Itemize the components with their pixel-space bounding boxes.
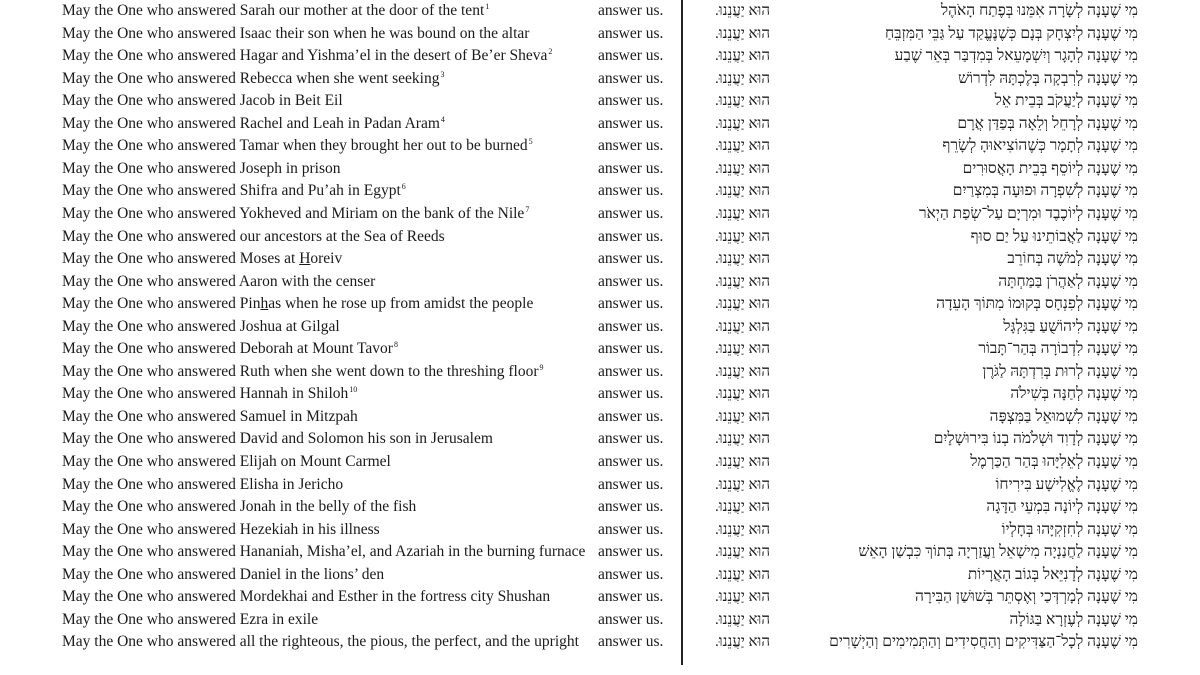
hebrew-verse: מִי שֶׁעָנָה לְרָחֵל וְלֵאָה בְּפַדַּן אֲרָם — [957, 114, 1138, 132]
english-verse-text: May the One who answered our ancestors at the Sea of Reeds — [62, 227, 445, 245]
hebrew-response: הוּא יַעֲנֵנוּ. — [715, 228, 770, 245]
english-response: answer us. — [598, 272, 664, 290]
prayer-line — [0, 226, 1200, 249]
prayer-line — [0, 631, 1200, 654]
english-verse-text: May the One who answered Hananiah, Misha’el, and Azariah in the burning furnace — [62, 543, 586, 561]
english-response: answer us. — [598, 159, 664, 177]
footnote-marker: 2 — [548, 47, 553, 57]
english-verse — [62, 519, 380, 542]
prayer-line — [0, 474, 1200, 497]
english-response: answer us. — [598, 565, 664, 583]
hebrew-response: הוּא יַעֲנֵנוּ. — [715, 205, 770, 222]
english-response: answer us. — [598, 317, 664, 335]
hebrew-verse: מִי שֶׁעָנָה לְמֹשֶׁה בְּחוֹרֵב — [1007, 250, 1138, 268]
prayer-line — [0, 113, 1200, 136]
english-verse-text: May the One who answered Jonah in the belly of the fish — [62, 498, 417, 516]
hebrew-verse: מִי שֶׁעָנָה לְהָגָר וְיִשְׁמָעֵאל בְּמִדְבַּר בְּאֵר שֶׁבַע — [894, 47, 1138, 65]
english-verse-text: May the One who answered Elisha in Jericho — [62, 475, 344, 493]
footnote-marker: 3 — [440, 69, 445, 79]
english-verse — [62, 361, 544, 384]
footnote-marker: 4 — [440, 114, 445, 124]
hebrew-verse: מִי שֶׁעָנָה לְרוּת בְּרִדְתָּהּ לַגֹּרֶן — [982, 362, 1138, 380]
prayer-line — [0, 293, 1200, 316]
english-response: answer us. — [598, 137, 664, 155]
english-verse-text: May the One who answered Sarah our mother at the door of the tent — [62, 2, 485, 19]
hebrew-verse: מִי שֶׁעָנָה לְדָוִד וּשְׁלֹמֹה בְנוֹ בִּירוּשָׁלָיִם — [933, 430, 1138, 448]
english-verse-text: May the One who answered Rachel and Leah in Padan Aram — [62, 114, 440, 132]
english-verse-text: May the One who answered Isaac their son when he was bound on the altar — [62, 24, 530, 42]
footnote-marker: 1 — [485, 2, 490, 11]
prayer-line — [0, 338, 1200, 361]
english-verse-text: May the One who answered Shifra and Pu’ah in Egypt — [62, 182, 401, 200]
english-verse — [62, 293, 533, 316]
english-verse — [62, 45, 552, 68]
prayer-line — [0, 248, 1200, 271]
english-verse — [62, 338, 398, 361]
english-verse-text: May the One who answered Jacob in Beit Eil — [62, 92, 343, 110]
english-response: answer us. — [598, 520, 664, 538]
hebrew-verse: מִי שֶׁעָנָה לְיַעֲקֹב בְּבֵית אֵל — [994, 92, 1138, 110]
hebrew-response: הוּא יַעֲנֵנוּ. — [715, 48, 770, 65]
hebrew-verse: מִי שֶׁעָנָה לְשִׁפְרָה וּפוּעָה בְּמִצְרַיִם — [952, 182, 1138, 200]
english-response: answer us. — [598, 182, 664, 200]
prayer-line — [0, 68, 1200, 91]
hebrew-response: הוּא יַעֲנֵנוּ. — [715, 521, 770, 538]
english-verse — [62, 90, 343, 113]
hebrew-verse: מִי שֶׁעָנָה לַאֲבוֹתֵינוּ עַל יַם סוּף — [970, 227, 1138, 245]
prayer-line — [0, 586, 1200, 609]
hebrew-response: הוּא יַעֲנֵנוּ. — [715, 454, 770, 470]
english-response: answer us. — [598, 227, 664, 245]
hebrew-verse: מִי שֶׁעָנָה לְיִצְחָק בְּנָם כְּשֶׁנֶּעֱקַד עַל גַּבֵּי הַמִּזְבֵּחַ — [884, 24, 1138, 42]
hebrew-response: הוּא יַעֲנֵנוּ. — [715, 296, 770, 313]
prayer-line — [0, 316, 1200, 339]
hebrew-response: הוּא יַעֲנֵנוּ. — [715, 589, 770, 606]
hebrew-verse: מִי שֶׁעָנָה לְדָנִיֵּאל בְּגוֹב הָאֲרָיוֹת — [967, 565, 1138, 583]
english-verse — [62, 226, 445, 249]
english-verse — [62, 158, 341, 181]
english-response: answer us. — [598, 498, 664, 516]
english-verse-text: May the One who answered Yokheved and Miriam on the bank of the Nile — [62, 204, 525, 222]
prayer-line — [0, 383, 1200, 406]
english-verse — [62, 406, 358, 429]
hebrew-verse: מִי שֶׁעָנָה לִיהוֹשֻׁעַ בַּגִּלְגָּל — [1003, 317, 1138, 335]
hebrew-response: הוּא יַעֲנֵנוּ. — [715, 70, 770, 87]
english-response: answer us. — [598, 250, 664, 268]
hebrew-verse: מִי שֶׁעָנָה לַחֲנַנְיָה מִישָׁאֵל וַעֲזַרְיָה בְּתוֹךְ כִּבְשַׁן הָאֵשׁ — [858, 543, 1138, 561]
prayer-line — [0, 203, 1200, 226]
english-response: answer us. — [598, 430, 664, 448]
footnote-marker: 7 — [525, 204, 530, 214]
english-verse-text: oreiv — [310, 250, 343, 268]
hebrew-verse: מִי שֶׁעָנָה לְעֶזְרָא בַּגּוֹלָה — [1009, 610, 1138, 628]
english-verse — [62, 135, 533, 158]
prayer-line — [0, 564, 1200, 587]
english-verse — [62, 564, 384, 587]
hebrew-verse: מִי שֶׁעָנָה לְיוֹסֵף בְּבֵית הָאֲסוּרִים — [962, 159, 1138, 177]
english-verse — [62, 496, 416, 519]
english-verse-text: May the One who answered Joseph in prison — [62, 159, 341, 177]
english-response: answer us. — [598, 69, 664, 87]
english-verse-text: May the One who answered David and Solomon his son in Jerusalem — [62, 430, 493, 448]
english-verse — [62, 180, 406, 203]
english-verse-text: May the One who answered Hezekiah in his illness — [62, 520, 380, 538]
english-response: answer us. — [598, 407, 664, 425]
hebrew-response: הוּא יַעֲנֵנוּ. — [715, 431, 770, 448]
english-verse — [62, 316, 340, 339]
english-response: answer us. — [598, 453, 664, 470]
english-verse-text: May the One who answered all the righteous, the pious, the perfect, and the upright — [62, 633, 579, 651]
english-verse — [62, 428, 493, 451]
underlined-letter: h — [260, 295, 269, 313]
footnote-marker: 6 — [401, 182, 406, 192]
english-verse-text: May the One who answered Samuel in Mitzpah — [62, 407, 358, 425]
prayer-line — [0, 0, 1200, 23]
hebrew-response: הוּא יַעֲנֵנוּ. — [715, 499, 770, 516]
hebrew-response: הוּא יַעֲנֵנוּ. — [715, 566, 770, 583]
english-response: answer us. — [598, 588, 664, 606]
english-verse-text: May the One who answered Moses at — [62, 250, 300, 268]
english-verse-text: May the One who answered Aaron with the censer — [62, 272, 376, 290]
prayer-line — [0, 406, 1200, 429]
prayer-line — [0, 519, 1200, 542]
hebrew-verse: מִי שֶׁעָנָה לְחַנָּה בְּשִׁילֹה — [1010, 385, 1138, 403]
english-response: answer us. — [598, 475, 664, 493]
english-verse-text: May the One who answered Mordekhai and Esther in the fortress city Shushan — [62, 588, 551, 606]
english-response: answer us. — [598, 362, 664, 380]
prayer-line — [0, 361, 1200, 384]
english-verse — [62, 248, 342, 271]
hebrew-verse: מִי שֶׁעָנָה לִשְׁמוּאֵל בַּמִּצְפָּה — [989, 407, 1138, 425]
english-response: answer us. — [598, 610, 664, 628]
hebrew-verse: מִי שֶׁעָנָה לְאֵלִיָּהוּ בְּהַר הַכַּרְמֶל — [970, 453, 1138, 470]
footnote-marker: 8 — [393, 340, 398, 350]
prayer-line — [0, 135, 1200, 158]
english-response: answer us. — [598, 385, 664, 403]
hebrew-response: הוּא יַעֲנֵנוּ. — [715, 160, 770, 177]
hebrew-response: הוּא יַעֲנֵנוּ. — [715, 183, 770, 200]
english-response: answer us. — [598, 47, 664, 65]
english-verse-text: May the One who answered Deborah at Mount Tavor — [62, 340, 393, 358]
prayer-line — [0, 45, 1200, 68]
hebrew-verse: מִי שֶׁעָנָה לִדְבוֹרָה בְּהַר־תָּבוֹר — [978, 340, 1138, 358]
hebrew-verse: מִי שֶׁעָנָה לְמָרְדְּכַי וְאֶסְתֵּר בְּשׁוּשַׁן הַבִּירָה — [915, 588, 1138, 606]
english-response: answer us. — [598, 24, 664, 42]
hebrew-response: הוּא יַעֲנֵנוּ. — [715, 386, 770, 403]
hebrew-response: הוּא יַעֲנֵנוּ. — [715, 25, 770, 42]
prayer-line — [0, 541, 1200, 564]
english-response: answer us. — [598, 2, 664, 19]
prayer-line — [0, 180, 1200, 203]
english-verse-text: May the One who answered Tamar when they brought her out to be burned — [62, 137, 528, 155]
hebrew-verse: מִי שֶׁעָנָה לְפִנְחָס בְּקוּמוֹ מִתּוֹךְ הָעֵדָה — [936, 295, 1138, 313]
prayer-line — [0, 428, 1200, 451]
hebrew-verse: מִי שֶׁעָנָה לְשָׂרָה אִמֵּנוּ בְּפֶתַח הָאֹהֶל — [940, 2, 1138, 19]
hebrew-response: הוּא יַעֲנֵנוּ. — [715, 318, 770, 335]
hebrew-response: הוּא יַעֲנֵנוּ. — [715, 93, 770, 110]
english-verse — [62, 0, 489, 23]
hebrew-response: הוּא יַעֲנֵנוּ. — [715, 544, 770, 561]
english-response: answer us. — [598, 340, 664, 358]
english-response: answer us. — [598, 114, 664, 132]
english-verse — [62, 271, 375, 294]
english-verse — [62, 23, 529, 46]
english-response: answer us. — [598, 92, 664, 110]
english-verse-text: May the One who answered Daniel in the lions’ den — [62, 565, 385, 583]
hebrew-response: הוּא יַעֲנֵנוּ. — [715, 341, 770, 358]
hebrew-response: הוּא יַעֲנֵנוּ. — [715, 273, 770, 290]
prayer-line — [0, 496, 1200, 519]
english-response: answer us. — [598, 633, 664, 651]
english-verse-text: May the One who answered Elijah on Mount Carmel — [62, 453, 391, 470]
hebrew-verse: מִי שֶׁעָנָה לְיוֹכֶבֶד וּמִרְיָם עַל־שְׂפַת הַיְאֹר — [918, 204, 1138, 222]
english-verse — [62, 541, 585, 564]
prayer-line — [0, 271, 1200, 294]
hebrew-response: הוּא יַעֲנֵנוּ. — [715, 251, 770, 268]
english-verse — [62, 631, 579, 654]
hebrew-verse: מִי שֶׁעָנָה לְחִזְקִיָּהוּ בְּחָלְיוֹ — [1001, 520, 1138, 538]
hebrew-verse: מִי שֶׁעָנָה לְיוֹנָה בִּמְעֵי הַדָּגָה — [986, 498, 1138, 516]
english-verse-text: May the One who answered Hagar and Yishma’el in the desert of Be’er Sheva — [62, 47, 548, 65]
prayer-line — [0, 609, 1200, 632]
hebrew-response: הוּא יַעֲנֵנוּ. — [715, 138, 770, 155]
english-verse-text: May the One who answered Ezra in exile — [62, 610, 319, 628]
hebrew-verse: מִי שֶׁעָנָה לְכָל־הַצַּדִּיקִים וְהַחֲסִידִים וְהַתְּמִימִים וְהַיְשָׁרִים — [829, 633, 1138, 651]
english-verse — [62, 203, 529, 226]
english-verse-text: May the One who answered Joshua at Gilgal — [62, 317, 340, 335]
prayer-line — [0, 23, 1200, 46]
english-verse — [62, 451, 391, 474]
english-response: answer us. — [598, 543, 664, 561]
english-verse-text: May the One who answered Hannah in Shiloh — [62, 385, 349, 403]
english-verse — [62, 383, 357, 406]
footnote-marker: 10 — [349, 385, 358, 395]
hebrew-verse: מִי שֶׁעָנָה לְתָמָר כְּשֶׁהוֹצִיאוּהָ לְשָׂרֵף — [942, 137, 1138, 155]
english-verse — [62, 609, 318, 632]
english-verse-text: May the One who answered Pin — [62, 295, 261, 313]
hebrew-response: הוּא יַעֲנֵנוּ. — [715, 634, 770, 651]
english-verse — [62, 113, 445, 136]
hebrew-response: הוּא יַעֲנֵנוּ. — [715, 476, 770, 493]
english-verse-text: as when he rose up from amidst the people — [268, 295, 534, 313]
hebrew-verse: מִי שֶׁעָנָה לְאַהֲרֹן בַּמַּחְתָּה — [998, 272, 1138, 290]
hebrew-response: הוּא יַעֲנֵנוּ. — [715, 115, 770, 132]
footnote-marker: 5 — [528, 137, 533, 147]
prayer-line — [0, 158, 1200, 181]
hebrew-response: הוּא יַעֲנֵנוּ. — [715, 611, 770, 628]
prayer-line — [0, 451, 1200, 474]
english-response: answer us. — [598, 204, 664, 222]
hebrew-verse: מִי שֶׁעָנָה לֶאֱלִישָׁע בִּירִיחוֹ — [995, 475, 1138, 493]
footnote-marker: 9 — [539, 362, 544, 372]
prayer-line — [0, 90, 1200, 113]
hebrew-response: הוּא יַעֲנֵנוּ. — [715, 363, 770, 380]
english-verse — [62, 68, 444, 91]
english-verse — [62, 586, 550, 609]
english-verse-text: May the One who answered Ruth when she went down to the threshing floor — [62, 362, 539, 380]
hebrew-response: הוּא יַעֲנֵנוּ. — [715, 3, 770, 19]
english-verse-text: May the One who answered Rebecca when she went seeking — [62, 69, 440, 87]
underlined-letter: H — [299, 250, 311, 268]
english-response: answer us. — [598, 295, 664, 313]
hebrew-verse: מִי שֶׁעָנָה לְרִבְקָה בְּלֶכְתָּהּ לִדְרוֹשׁ — [958, 69, 1138, 87]
english-verse — [62, 474, 343, 497]
hebrew-response: הוּא יַעֲנֵנוּ. — [715, 408, 770, 425]
